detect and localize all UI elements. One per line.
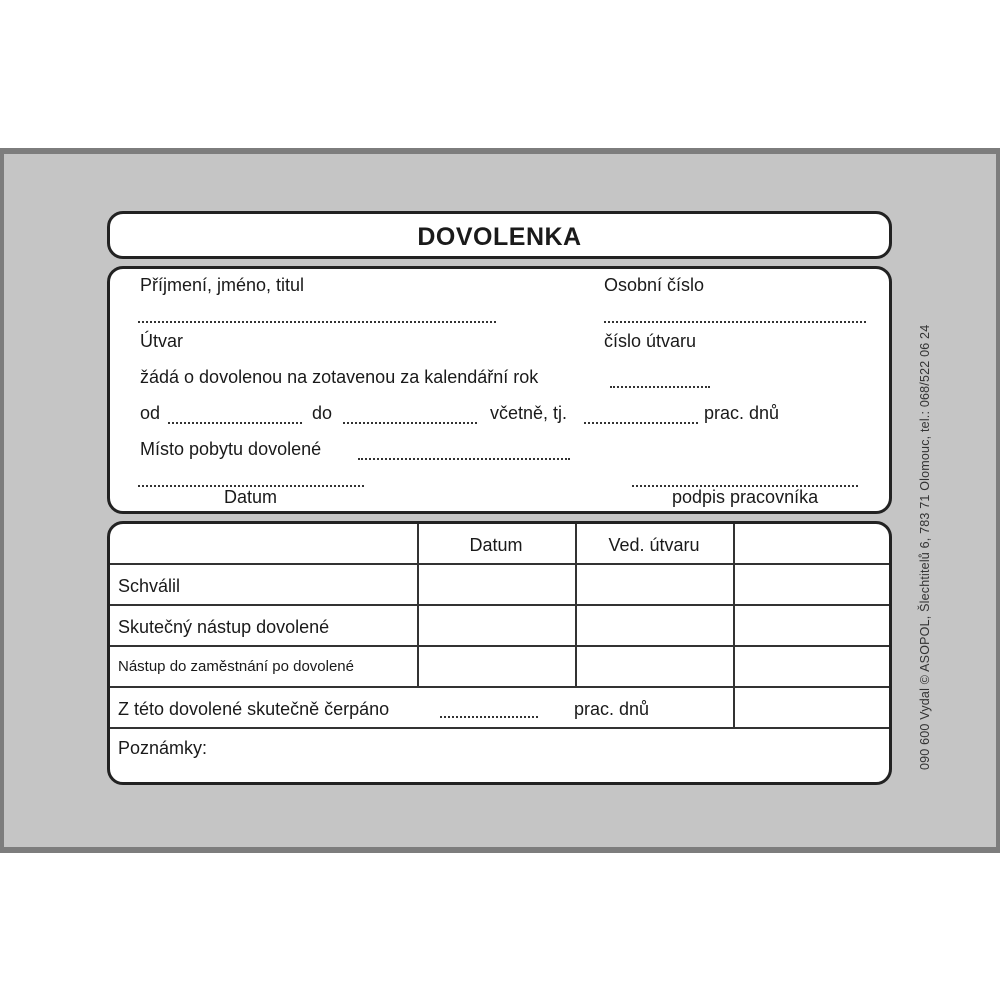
unit-number-label: číslo útvaru bbox=[604, 331, 697, 351]
request-text: žádá o dovolenou na zotavenou za kalendářní rok bbox=[140, 367, 539, 387]
table-grid-line bbox=[110, 645, 889, 647]
row-notes-label: Poznámky: bbox=[118, 738, 208, 758]
place-label: Místo pobytu dovolené bbox=[140, 439, 322, 459]
surname-label: Příjmení, jméno, titul bbox=[140, 275, 305, 295]
days-count-field[interactable] bbox=[584, 422, 698, 424]
row-actual-start-label: Skutečný nástup dovolené bbox=[118, 617, 330, 637]
date-label: Datum bbox=[224, 487, 278, 507]
inclusive-label: včetně, tj. bbox=[490, 403, 568, 423]
row-approved-label: Schválil bbox=[118, 576, 181, 596]
form-title: DOVOLENKA bbox=[417, 223, 582, 251]
signature-label: podpis pracovníka bbox=[672, 487, 819, 507]
year-field[interactable] bbox=[610, 386, 710, 388]
publisher-info: 090 600 Vydal © ASOPOL, Šlechtitelů 6, 783 71 Olomouc, tel.: 068/522 06 24 bbox=[918, 324, 932, 770]
title-box bbox=[107, 211, 892, 259]
approval-table bbox=[107, 521, 892, 785]
surname-field[interactable] bbox=[138, 321, 496, 323]
table-grid-line bbox=[110, 686, 889, 688]
from-date-field[interactable] bbox=[168, 422, 302, 424]
personal-number-field[interactable] bbox=[604, 321, 866, 323]
table-grid-line bbox=[110, 563, 889, 565]
employee-info-section bbox=[107, 266, 892, 514]
unit-label: Útvar bbox=[140, 331, 184, 351]
table-grid-line bbox=[733, 524, 735, 729]
row-return-label: Nástup do zaměstnání po dovolené bbox=[118, 658, 354, 675]
workdays-label: prac. dnů bbox=[704, 403, 780, 423]
to-date-field[interactable] bbox=[343, 422, 477, 424]
from-label: od bbox=[140, 403, 161, 423]
used-days-field[interactable] bbox=[440, 716, 538, 718]
table-grid-line bbox=[110, 604, 889, 606]
column-header-unit-head: Ved. útvaru bbox=[608, 535, 700, 555]
place-field[interactable] bbox=[358, 458, 570, 460]
to-label: do bbox=[312, 403, 333, 423]
column-header-date: Datum bbox=[469, 535, 523, 555]
table-grid-line bbox=[110, 727, 889, 729]
personal-number-label: Osobní číslo bbox=[604, 275, 705, 295]
row-used-label: Z této dovolené skutečně čerpáno bbox=[118, 699, 390, 719]
row-used-unit: prac. dnů bbox=[574, 699, 650, 719]
